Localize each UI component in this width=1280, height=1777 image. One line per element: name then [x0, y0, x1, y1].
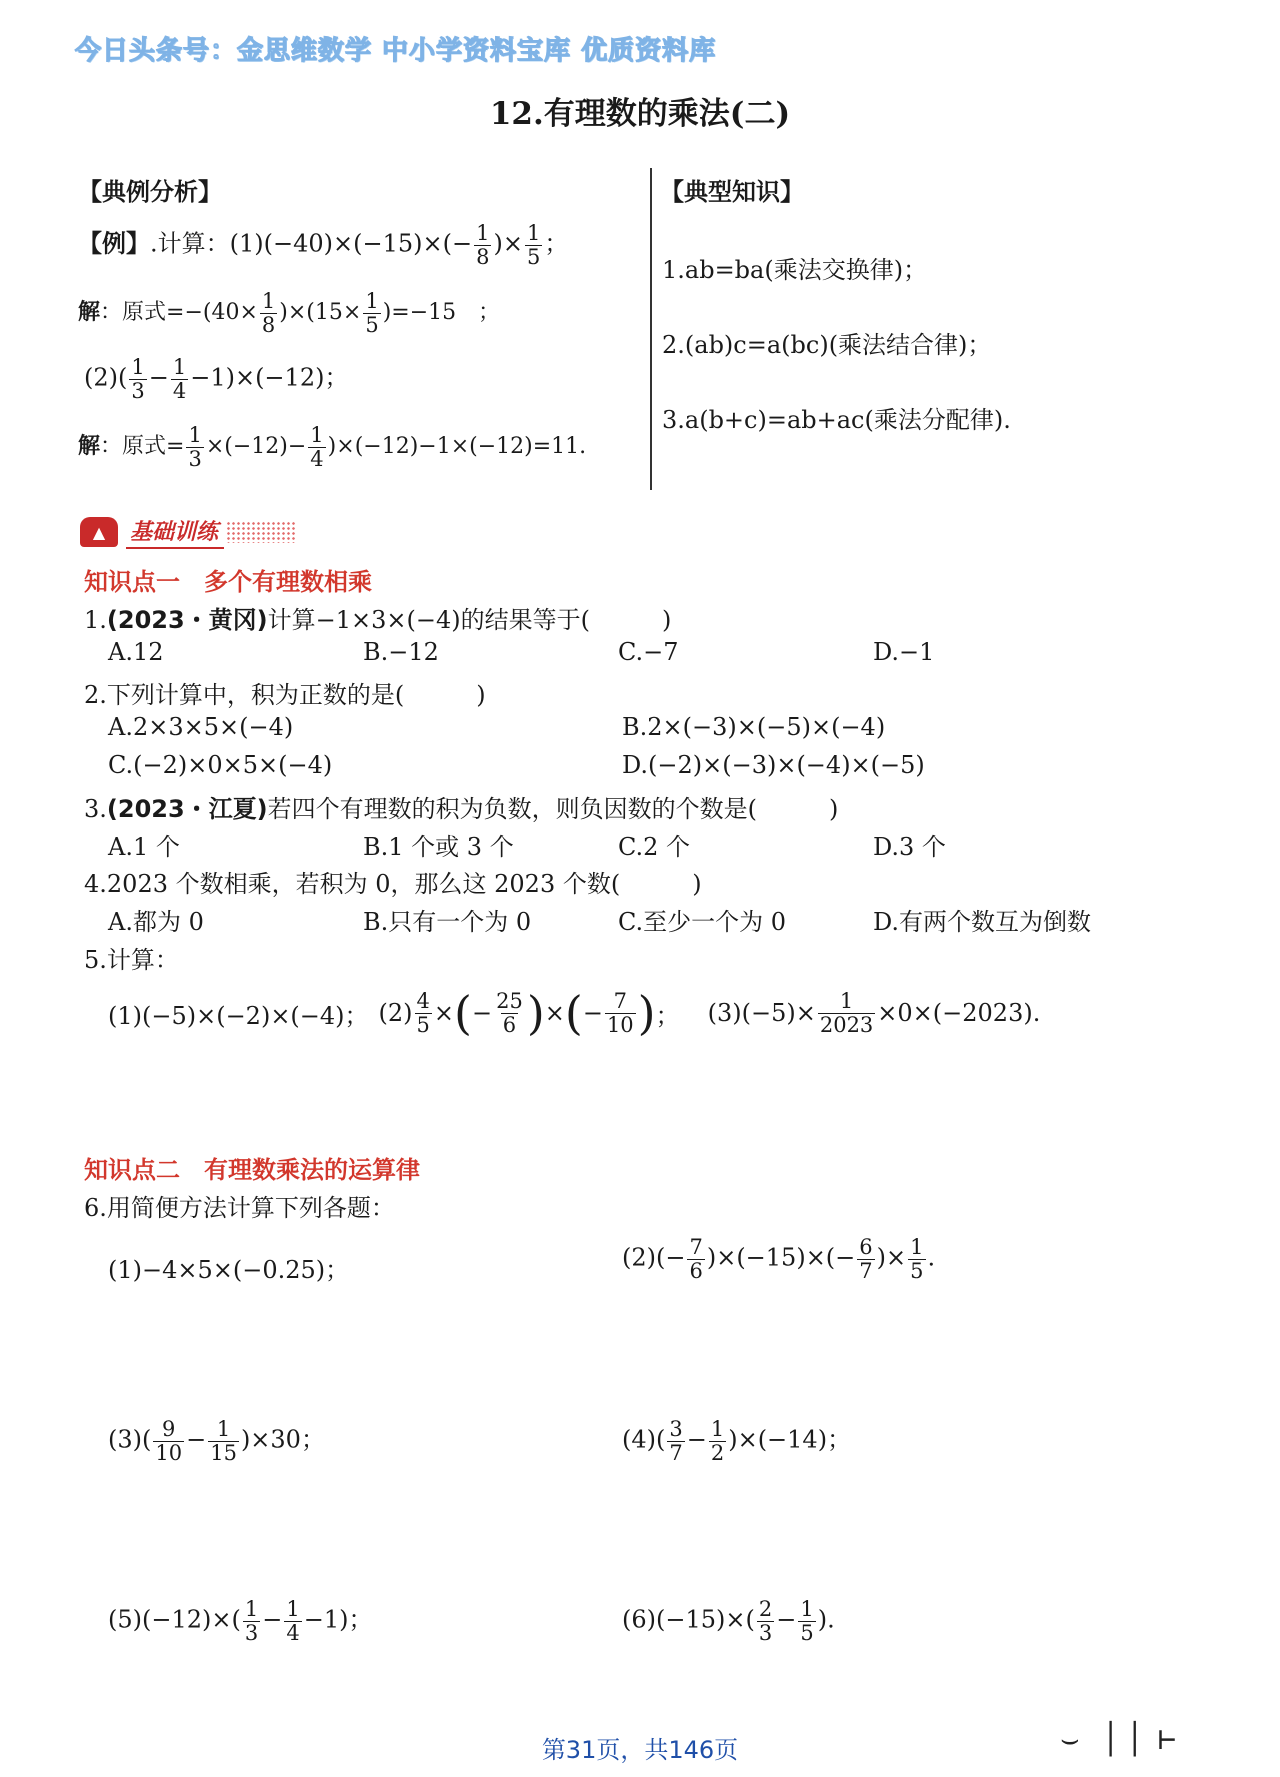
option[interactable]: C.至少一个为 0: [618, 908, 787, 936]
q6-part-2: (2)(− $\frac{7}{6}$ )×(−15)×(− $\frac{6}{7}$ )× $\frac{1}{5}$ .: [622, 1235, 936, 1283]
source-tag: (2023・黄冈): [106, 606, 268, 634]
text: )×(−12)−1×(−12)=11.: [327, 434, 587, 460]
question-2-options-row2: [108, 751, 925, 779]
text: −: [148, 363, 169, 392]
example-tag: 【例】: [78, 229, 150, 258]
option[interactable]: C.−7: [618, 638, 679, 666]
knowledge-item-1: 1.ab=ba(乘法交换律)；: [662, 256, 928, 284]
option[interactable]: D.(−2)×(−3)×(−4)×(−5): [622, 751, 925, 779]
question-6: 6.用简便方法计算下列各题：: [84, 1194, 395, 1222]
example-solution-2: [78, 424, 586, 470]
question-2: 2.下列计算中，积为正数的是( ): [84, 681, 486, 709]
text: ；: [544, 229, 569, 258]
knowledge-heading: 【典型知识】: [660, 178, 804, 206]
example-question-2: [84, 356, 348, 402]
fraction: $\frac{1}{4}$: [172, 355, 187, 403]
text: (2)(: [84, 363, 128, 392]
watermark-banner: 今日头条号：金思维数学 中小学资料宝库 优质资料库: [75, 36, 717, 66]
option[interactable]: B.只有一个为 0: [363, 908, 532, 936]
option[interactable]: B.1 个或 3 个: [363, 833, 514, 861]
solution-label: 解: [78, 434, 101, 460]
q6-part-6: (6)(−15)×( $\frac{2}{3}$ − $\frac{1}{5}$ ).: [622, 1597, 835, 1645]
option[interactable]: B.2×(−3)×(−5)×(−4): [622, 713, 886, 741]
kp2-title: 知识点二 有理数乘法的运算律: [84, 1156, 420, 1184]
kp1-title: 知识点一 多个有理数相乘: [84, 568, 372, 596]
question-4-options: [108, 902, 1091, 937]
text: 3.: [84, 795, 107, 823]
q6-part-4: (4)( $\frac{3}{7}$ − $\frac{1}{2}$ )×(−14)；: [622, 1417, 852, 1465]
q6-part-1: (1)−4×5×(−0.25)；: [108, 1256, 350, 1284]
text: ：原式=: [100, 434, 185, 460]
dot-pattern: [226, 521, 296, 543]
option[interactable]: D.有两个数互为倒数: [873, 908, 1092, 936]
text: ：原式=−(40×: [100, 300, 258, 326]
option[interactable]: A.1 个: [108, 833, 180, 861]
text: −1)×(−12)；: [190, 363, 349, 392]
question-3: [84, 789, 838, 824]
option[interactable]: C.2 个: [618, 833, 691, 861]
q6-part-5: (5)(−12)×( $\frac{1}{3}$ − $\frac{1}{4}$ −1)；: [108, 1597, 373, 1645]
section-badge: [80, 514, 310, 550]
source-tag: (2023・江夏): [106, 795, 268, 823]
option[interactable]: C.(−2)×0×5×(−4): [108, 751, 333, 779]
fraction: $\frac{1}{4}$: [310, 423, 324, 471]
text: )×: [493, 229, 523, 258]
fraction: $\frac{1}{5}$: [365, 289, 379, 337]
q6-part-3: (3)( $\frac{9}{10}$ − $\frac{1}{15}$ )×30；: [108, 1417, 325, 1465]
knowledge-item-2: 2.(ab)c=a(bc)(乘法结合律)；: [662, 331, 992, 359]
text: ×(−12)−: [205, 434, 307, 460]
option[interactable]: B.−12: [363, 638, 439, 666]
q5-part-1: (1)(−5)×(−2)×(−4)；: [108, 1001, 369, 1030]
question-1-options: [108, 638, 934, 666]
question-5-parts: [108, 986, 1041, 1041]
text: )×(15×: [279, 300, 362, 326]
text: 1.: [84, 606, 107, 634]
page-indicator: 第31页，共146页: [541, 1736, 739, 1764]
question-1: [84, 600, 671, 635]
q5-part-2: (2) $\frac{4}{5}$ × ( − $\frac{25}{6}$ ) × ( − $\frac{7}{10}$ ) ；: [378, 986, 680, 1041]
scan-marks: ⌣ ▏▏⊢: [1060, 1722, 1182, 1757]
option[interactable]: D.3 个: [873, 833, 946, 861]
example-question-1: [78, 222, 568, 268]
question-4: 4.2023 个数相乘，若积为 0，那么这 2023 个数( ): [84, 870, 702, 898]
fraction: $\frac{1}{8}$: [476, 221, 490, 269]
section-badge-label: 基础训练: [126, 515, 224, 549]
fraction: $\frac{1}{3}$: [131, 355, 145, 403]
text: )=−15 ；: [382, 300, 501, 326]
option[interactable]: A.都为 0: [108, 908, 204, 936]
fraction: $\frac{1}{3}$: [188, 423, 202, 471]
text: .计算：(1)(−40)×(−15)×(−: [150, 229, 473, 258]
solution-label: 解: [78, 300, 101, 326]
mascot-icon: ▲: [80, 517, 118, 547]
example-solution-1: [78, 290, 500, 336]
fraction: $\frac{1}{8}$: [261, 289, 276, 337]
q5-part-3: (3)(−5)× $\frac{1}{2023}$ ×0×(−2023).: [707, 989, 1041, 1037]
question-3-options: [108, 827, 946, 862]
knowledge-item-3: 3.a(b+c)=ab+ac(乘法分配律).: [662, 406, 1011, 434]
question-5: 5.计算：: [84, 946, 179, 974]
example-heading: 【典例分析】: [78, 178, 222, 206]
text: 若四个有理数的积为负数，则负因数的个数是( ): [267, 795, 839, 823]
text: 计算−1×3×(−4)的结果等于( ): [267, 606, 672, 634]
option[interactable]: A.12: [108, 638, 164, 666]
question-2-options-row1: [108, 713, 885, 741]
column-divider: [650, 168, 652, 490]
option[interactable]: D.−1: [873, 638, 935, 666]
option[interactable]: A.2×3×5×(−4): [108, 713, 294, 741]
page-title: 12.有理数的乘法(二): [489, 96, 791, 132]
fraction: $\frac{1}{5}$: [526, 221, 541, 269]
